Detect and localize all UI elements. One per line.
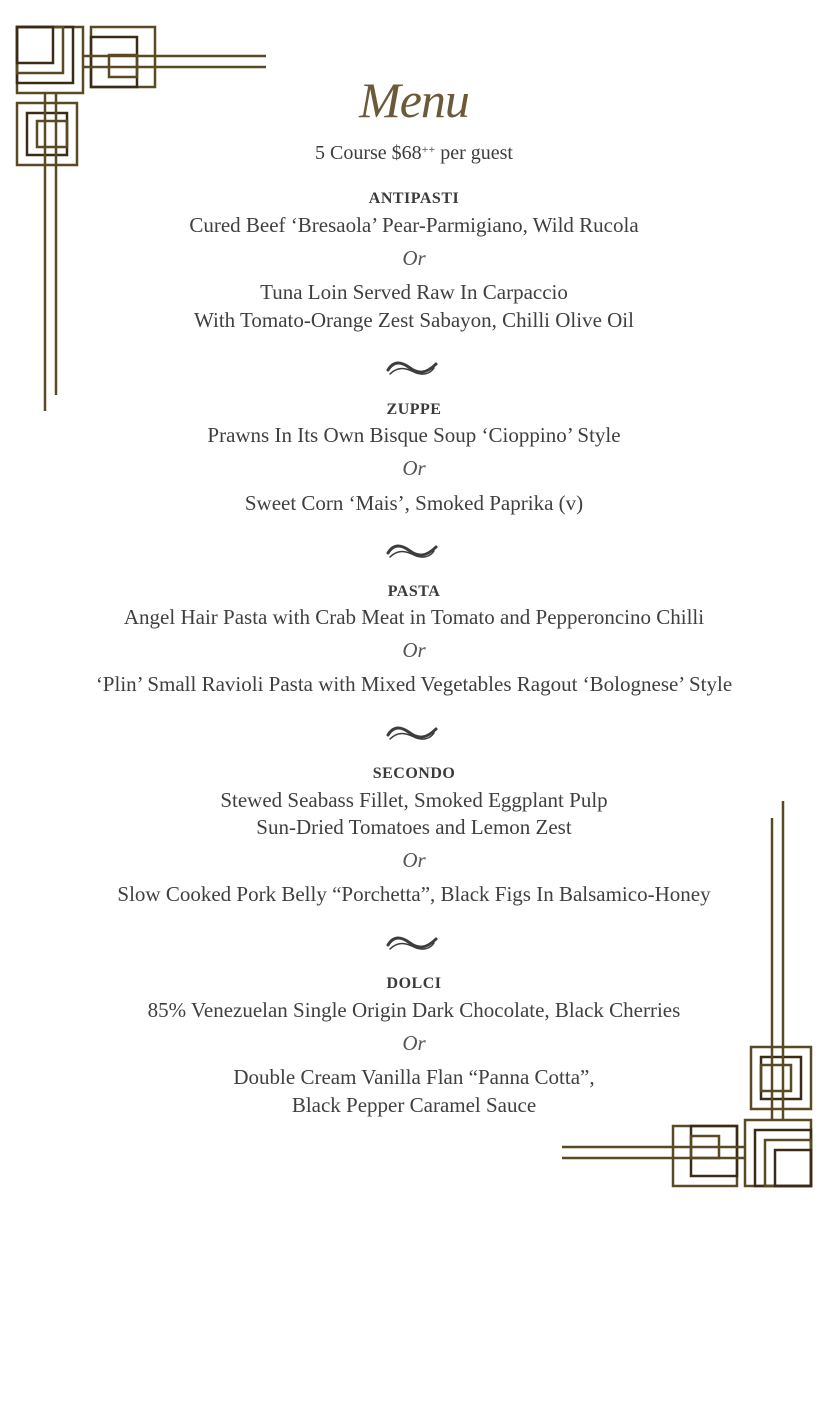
menu-price <box>0 136 828 166</box>
section-heading-antipasti: ANTIPASTI <box>368 190 460 207</box>
dish-pasta-1: Angel Hair Pasta with Crab Meat in Tomato and Pepperoncino Chilli <box>123 605 705 629</box>
corner-ornament-top-left-icon <box>0 0 280 420</box>
flourish-icon <box>384 723 440 743</box>
menu-title: Menu <box>359 72 469 128</box>
dish-antipasti-2-line-2: With Tomato-Orange Zest Sabayon, Chilli Olive Oil <box>194 308 634 332</box>
flourish-icon <box>384 541 440 561</box>
or-separator: Or <box>402 638 426 662</box>
or-separator: Or <box>402 848 426 872</box>
dish-antipasti-2-line-1: Tuna Loin Served Raw In Carpaccio <box>260 280 568 304</box>
dish-dolci-2-line-1: Double Cream Vanilla Flan “Panna Cotta”, <box>233 1065 595 1089</box>
section-heading-pasta: PASTA <box>387 583 441 600</box>
dish-zuppe-2: Sweet Corn ‘Mais’, Smoked Paprika (v) <box>244 491 584 515</box>
dish-zuppe-1: Prawns In Its Own Bisque Soup ‘Cioppino’ Style <box>207 423 621 447</box>
dish-dolci-2-line-2: Black Pepper Caramel Sauce <box>291 1093 537 1117</box>
price-tail: per guest <box>435 142 513 164</box>
dish-secondo-2: Slow Cooked Pork Belly “Porchetta”, Black Figs In Balsamico-Honey <box>117 882 711 906</box>
or-separator: Or <box>402 1031 426 1055</box>
or-separator: Or <box>402 246 426 270</box>
dish-pasta-2: ‘Plin’ Small Ravioli Pasta with Mixed Vegetables Ragout ‘Bolognese’ Style <box>95 672 733 696</box>
flourish-icon <box>384 358 440 378</box>
dish-secondo-1-line-2: Sun-Dried Tomatoes and Lemon Zest <box>256 815 572 839</box>
price-main: 5 Course $68 <box>315 142 422 164</box>
section-heading-zuppe: ZUPPE <box>386 401 442 418</box>
or-separator: Or <box>402 456 426 480</box>
flourish-icon <box>384 933 440 953</box>
section-heading-secondo: SECONDO <box>372 765 456 782</box>
dish-secondo-1-line-1: Stewed Seabass Fillet, Smoked Eggplant Pulp <box>220 788 608 812</box>
price-suffix: ++ <box>421 142 436 156</box>
dish-dolci-1: 85% Venezuelan Single Origin Dark Chocolate, Black Cherries <box>147 998 681 1022</box>
section-heading-dolci: DOLCI <box>386 975 442 992</box>
dish-antipasti-1: Cured Beef ‘Bresaola’ Pear-Parmigiano, Wild Rucola <box>189 213 639 237</box>
